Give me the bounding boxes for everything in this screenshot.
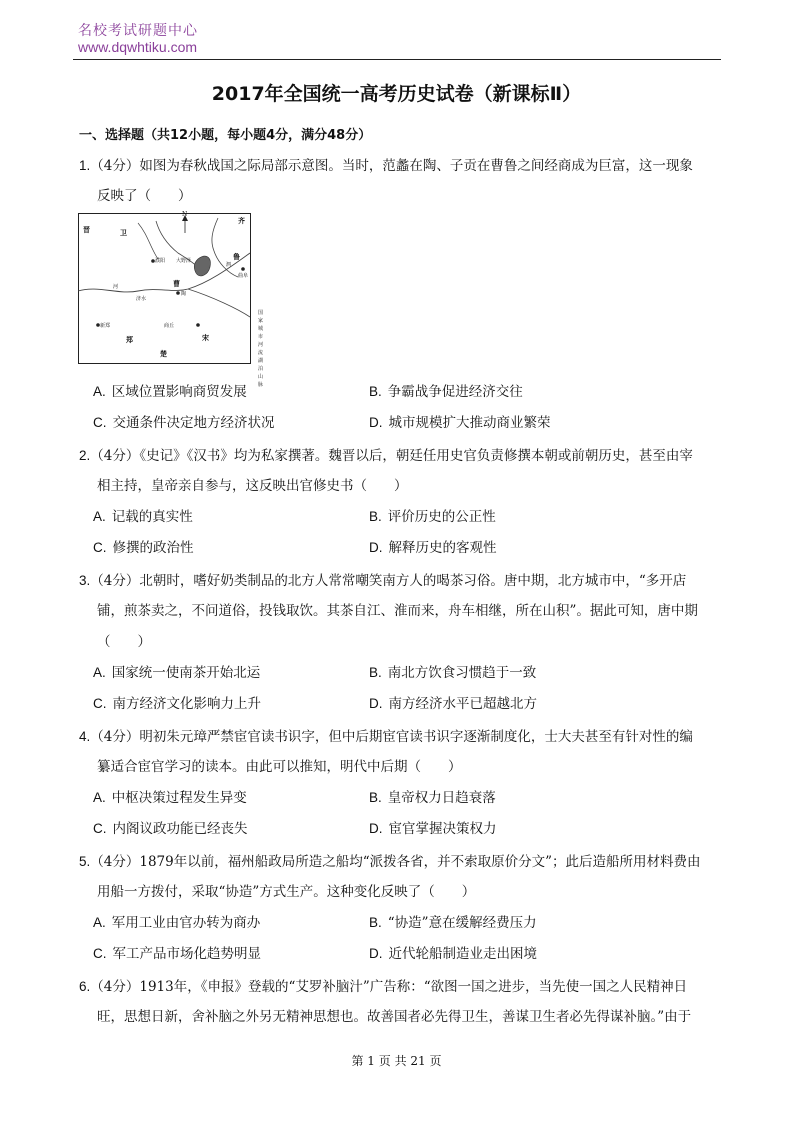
- legend-item: 城市: [258, 326, 264, 340]
- map-label: 晋: [83, 225, 90, 234]
- map-label: 宋: [202, 333, 209, 342]
- option-letter: A.: [93, 915, 106, 930]
- question-4: [79, 721, 721, 753]
- question-3-cont: （ ）: [97, 634, 151, 650]
- footer-text: 第: [351, 1054, 364, 1068]
- page-number: 1: [367, 1054, 375, 1068]
- legend-item: 河流: [258, 342, 264, 356]
- map-label: 陶: [181, 291, 187, 297]
- option-letter: C.: [93, 415, 107, 430]
- option-a[interactable]: [93, 913, 260, 933]
- footer-text: 页: [429, 1054, 442, 1068]
- option-letter: D.: [369, 821, 383, 836]
- map-figure: [78, 213, 255, 364]
- question-number: 2.: [79, 448, 91, 463]
- option-b[interactable]: [369, 913, 537, 933]
- question-number: 5.: [79, 854, 91, 869]
- question-2: [79, 440, 721, 472]
- option-text: 解释历史的客观性: [388, 540, 497, 556]
- option-text: 南方经济文化影响力上升: [112, 696, 261, 712]
- section-heading: 一、选择题（共12小题，每小题4分，满分48分）: [79, 128, 372, 143]
- map-label: 齐: [238, 216, 245, 225]
- option-text: 评价历史的公正性: [387, 509, 496, 525]
- question-text: （4分）《史记》《汉书》均为私家撰著。魏晋以后，朝廷任用史官负责修撰本朝或前朝历史，甚至由宰: [90, 448, 693, 464]
- map-label: 河: [113, 284, 119, 290]
- option-letter: C.: [93, 696, 107, 711]
- option-text: 皇帝权力日趋衰落: [387, 790, 496, 806]
- question-text: （4分）明初朱元璋严禁宦官读书识字，但中后期宦官读书识字逐渐制度化，士大夫甚至有针对性的编: [90, 729, 693, 745]
- option-text: 中枢决策过程发生异变: [111, 790, 247, 806]
- option-a[interactable]: [93, 663, 260, 683]
- option-c[interactable]: [93, 538, 194, 558]
- option-letter: A.: [93, 509, 106, 524]
- site-name: 名校考试研题中心: [78, 23, 198, 39]
- map-label: 卫: [120, 228, 127, 237]
- map-label: 大野泽: [176, 258, 192, 264]
- option-text: 城市规模扩大推动商业繁荣: [388, 415, 551, 431]
- option-letter: B.: [369, 665, 382, 680]
- option-d[interactable]: [369, 694, 537, 714]
- header-divider: [73, 59, 721, 60]
- option-b[interactable]: [369, 507, 496, 527]
- question-text: （4分）北朝时，嗜好奶类制品的北方人常常嘲笑南方人的喝茶习俗。唐中期，北方城市中，“多开店: [90, 573, 687, 589]
- question-2-cont: 相主持，皇帝亲自参与，这反映出官修史书（ ）: [97, 478, 408, 494]
- map-label: 曲阜: [238, 273, 249, 279]
- option-letter: C.: [93, 540, 107, 555]
- question-number: 4.: [79, 729, 91, 744]
- option-text: 宦官掌握决策权力: [388, 821, 497, 837]
- option-b[interactable]: [369, 663, 536, 683]
- map-label: 郑: [126, 335, 133, 344]
- option-letter: D.: [369, 696, 383, 711]
- site-url[interactable]: www.dqwhtiku.com: [78, 39, 198, 55]
- question-6: [79, 971, 721, 1003]
- question-number: 6.: [79, 979, 91, 994]
- option-letter: D.: [369, 540, 383, 555]
- map-label: 濮阳: [155, 258, 166, 264]
- option-text: 军工产品市场化趋势明显: [112, 946, 261, 962]
- spring-autumn-map: [78, 211, 264, 388]
- question-1-cont: 反映了（ ）: [97, 188, 192, 204]
- footer-text: 页 共: [378, 1054, 407, 1068]
- map-label: 新郑: [100, 323, 111, 329]
- map-label: 曹: [173, 279, 180, 288]
- question-number: 3.: [79, 573, 91, 588]
- option-a[interactable]: [93, 788, 247, 808]
- question-3-cont: 铺，煎茶卖之，不问道俗，投钱取饮。其茶自江、淮而来，舟车相继，所在山积”。据此可知，唐中期: [97, 603, 698, 619]
- option-text: 交通条件决定地方经济状况: [112, 415, 275, 431]
- question-text: （4分）1879年以前，福州船政局所造之船均“派拨各省，并不索取原价分文”；此后造船所用材料费由: [90, 854, 701, 870]
- option-letter: C.: [93, 821, 107, 836]
- option-text: 军用工业由官办转为商办: [111, 915, 261, 931]
- option-letter: B.: [369, 509, 382, 524]
- option-letter: A.: [93, 384, 106, 399]
- option-text: 南方经济水平已超越北方: [388, 696, 537, 712]
- option-text: 内阁议政功能已经丧失: [112, 821, 248, 837]
- option-d[interactable]: [369, 538, 497, 558]
- option-letter: B.: [369, 790, 382, 805]
- map-label: 泗: [226, 262, 232, 268]
- map-label: 济水: [136, 296, 147, 302]
- option-a[interactable]: [93, 507, 193, 527]
- option-b[interactable]: [369, 788, 496, 808]
- map-label: 商丘: [164, 323, 175, 329]
- legend-item: 湖泊: [258, 358, 264, 372]
- question-5: [79, 846, 721, 878]
- question-number: 1.: [79, 158, 91, 173]
- option-letter: A.: [93, 665, 106, 680]
- question-5-cont: 用船一方拨付，采取“协造”方式生产。这种变化反映了（ ）: [97, 884, 476, 900]
- question-6-cont: 旺，思想日新，舍补脑之外另无精神思想也。故善国者必先得卫生，善谋卫生者必先得谋补脑。”由于: [97, 1009, 692, 1025]
- option-letter: D.: [369, 415, 383, 430]
- option-a[interactable]: [93, 382, 247, 402]
- option-letter: C.: [93, 946, 107, 961]
- option-c[interactable]: [93, 413, 275, 433]
- option-text: 记载的真实性: [111, 509, 193, 525]
- option-letter: B.: [369, 384, 382, 399]
- option-letter: A.: [93, 790, 106, 805]
- exam-title: 2017年全国统一高考历史试卷（新课标Ⅱ）: [211, 83, 582, 105]
- legend-item: 山脉: [258, 374, 264, 388]
- option-d[interactable]: [369, 413, 551, 433]
- option-text: 南北方饮食习惯趋于一致: [387, 665, 537, 681]
- option-text: 争霸战争促进经济交往: [387, 384, 523, 400]
- option-text: 近代轮船制造业走出困境: [388, 946, 537, 962]
- option-text: 修撰的政治性: [112, 540, 194, 556]
- question-text: （4分）如图为春秋战国之际局部示意图。当时，范蠡在陶、子贡在曹鲁之间经商成为巨富，这一现象: [90, 158, 693, 174]
- option-d[interactable]: [369, 819, 497, 839]
- option-letter: B.: [369, 915, 382, 930]
- total-pages: 21: [410, 1054, 426, 1068]
- option-c[interactable]: [93, 944, 261, 964]
- map-legend: [258, 309, 263, 389]
- question-4-cont: 纂适合宦官学习的读本。由此可以推知，明代中后期（ ）: [97, 759, 462, 775]
- question-text: （4分）1913年，《申报》登载的“艾罗补脑汁”广告称：“欲图一国之进步，当先使一国之人民精神日: [90, 979, 688, 995]
- option-text: “协造”意在缓解经费压力: [387, 915, 537, 931]
- map-label: N: [182, 211, 188, 218]
- map-label: 楚: [160, 349, 167, 358]
- page-footer: [0, 1052, 793, 1069]
- question-1: [79, 150, 721, 182]
- option-text: 国家统一使南茶开始北运: [111, 665, 261, 681]
- option-c[interactable]: [93, 819, 248, 839]
- map-label: 鲁: [233, 252, 240, 261]
- option-d[interactable]: [369, 944, 537, 964]
- question-3: [79, 565, 721, 597]
- option-c[interactable]: [93, 694, 261, 714]
- option-letter: D.: [369, 946, 383, 961]
- legend-item: 国家: [258, 310, 264, 324]
- option-text: 区域位置影响商贸发展: [111, 384, 247, 400]
- option-b[interactable]: [369, 382, 523, 402]
